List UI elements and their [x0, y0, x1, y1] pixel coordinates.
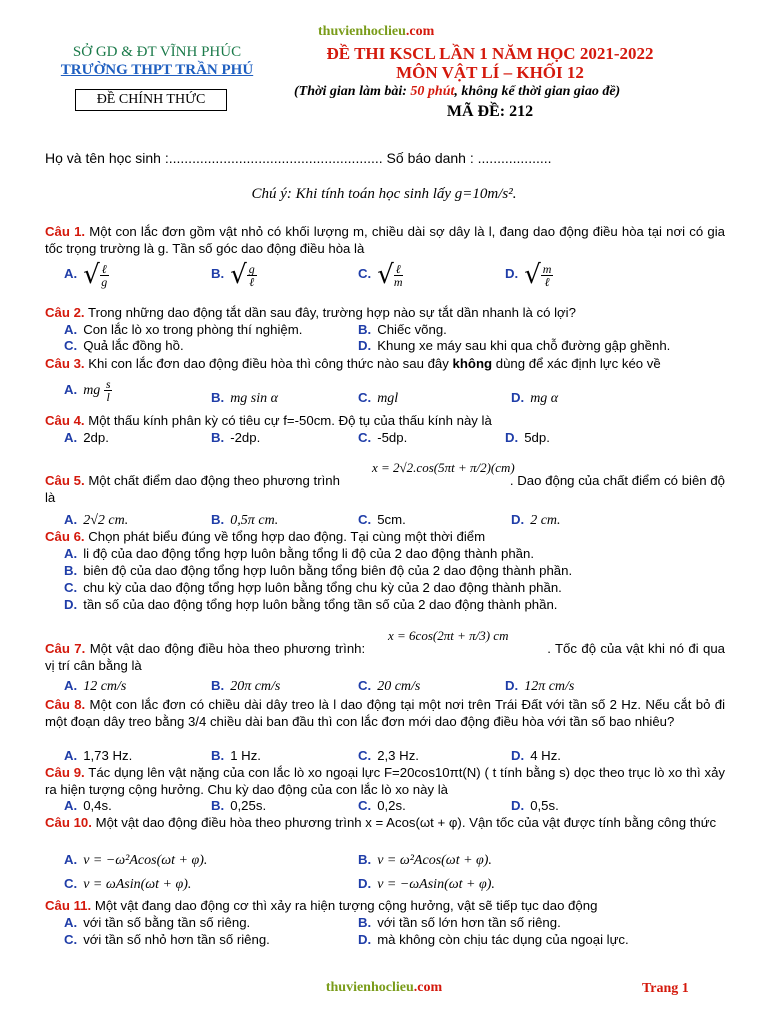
question-5: Câu 5. Một chất điểm dao động theo phương trình . Dao động của chất điểm có biên độ là: [45, 473, 726, 505]
q7-option-a: A. 12 cm/s: [64, 678, 127, 694]
q5-option-c: C. 5cm.: [358, 512, 406, 527]
q1-option-a: A. √ $\frac{\text{ℓ}}{g}$: [64, 260, 108, 290]
q9-option-c: C. 0,2s.: [358, 798, 406, 813]
question-7: Câu 7. Một vật dao động điều hòa theo phương trình: . Tốc độ của vật khi nó đi qua vị trí cân bằng là: [45, 641, 726, 673]
q4-option-c: C. -5dp.: [358, 430, 408, 445]
q5-equation: x = 2√2.cos(5πt + π/2)(cm): [372, 460, 515, 475]
q3-option-c: C. mgl: [358, 390, 399, 406]
q2-option-b: B. Chiếc võng.: [358, 322, 447, 337]
q3-option-b: B. mg sin α: [211, 390, 278, 406]
q11-option-c: C. với tần số nhỏ hơn tần số riêng.: [64, 932, 270, 947]
page-number: Trang 1: [642, 981, 689, 996]
q6-option-b: B. biên độ của dao động tổng hợp luôn bằng tổng biên độ của 2 dao động thành phần.: [64, 563, 573, 578]
site-watermark-bottom: thuvienhoclieu.com: [325, 980, 443, 995]
q2-option-c: C. Quả lắc đồng hồ.: [64, 338, 184, 353]
q4-option-b: B. -2dp.: [211, 430, 261, 445]
official-badge: ĐỀ CHÍNH THỨC: [75, 89, 227, 111]
q8-option-c: C. 2,3 Hz.: [358, 748, 419, 763]
q8-option-b: B. 1 Hz.: [211, 748, 261, 763]
q1-option-b: B. √ $\frac{g}{\text{ℓ}}$: [211, 260, 255, 290]
q6-option-d: D. tần số của dao động tổng hợp luôn bằng tổng tần số của 2 dao động thành phần.: [64, 597, 558, 612]
question-9: Câu 9. Tác dụng lên vật nặng của con lắc lò xo ngoại lực F=20cos10πt(N) ( t tính bằng s) dọc theo trục lò xo thì xảy ra hiện tượng cộng hưởng. Chu kỳ dao động của con lắc lò xo này là: [45, 765, 725, 797]
q1-option-c: C. √ $\frac{\text{ℓ}}{m}$: [358, 260, 403, 290]
q10-option-b: B. v = ω²Acos(ωt + φ).: [358, 852, 492, 868]
q9-option-b: B. 0,25s.: [211, 798, 267, 813]
q11-option-d: D. mà không còn chịu tác dụng của ngoại lực.: [358, 932, 629, 947]
q5-option-d: D. 2 cm.: [511, 512, 561, 528]
question-3: Câu 3. Khi con lắc đơn dao động điều hòa thì công thức nào sau đây không dùng để xác định lực kéo về: [45, 356, 661, 371]
subject-title: MÔN VẬT LÍ – KHỐI 12: [396, 63, 584, 82]
q9-option-d: D. 0,5s.: [511, 798, 559, 813]
school-name: TRƯỜNG THPT TRẦN PHÚ: [60, 62, 254, 78]
time-note: (Thời gian làm bài: 50 phút, không kể thời gian giao đề): [294, 84, 621, 99]
question-11: Câu 11. Một vật đang dao động cơ thì xảy ra hiện tượng cộng hưởng, vật sẽ tiếp tục dao động: [45, 898, 598, 913]
q11-option-a: A. với tần số bằng tần số riêng.: [64, 915, 251, 930]
exam-title: ĐỀ THI KSCL LẦN 1 NĂM HỌC 2021-2022: [326, 44, 654, 63]
question-6: Câu 6. Chọn phát biểu đúng về tổng hợp dao động. Tại cùng một thời điểm: [45, 529, 486, 544]
q6-option-c: C. chu kỳ của dao động tổng hợp luôn bằng tổng chu kỳ của 2 dao động thành phần.: [64, 580, 562, 595]
q7-option-b: B. 20π cm/s: [211, 678, 281, 694]
q3-option-d: D. mg α: [511, 390, 559, 406]
question-8: Câu 8. Một con lắc đơn có chiều dài dây treo là l dao động tại một nơi trên Trái Đất với tần số 2 Hz. Nếu cắt bỏ đi một đoạn dây treo bằng 3/4 chiều dài ban đầu thì con lắc đơn mới dao động điều hòa với tần số bao nhiêu?: [45, 697, 725, 729]
q10-option-a: A. v = −ω²Acos(ωt + φ).: [64, 852, 208, 868]
q5-option-a: A. 2√2 cm.: [64, 512, 129, 528]
question-2: Câu 2. Trong những dao động tắt dần sau đây, trường hợp nào sự tắt dần nhanh là có lợi?: [45, 305, 576, 320]
q3-option-a: A. mg $\frac{s}{l}$: [64, 377, 111, 404]
exam-code: MÃ ĐỀ: 212: [446, 103, 534, 120]
question-4: Câu 4. Một thấu kính phân kỳ có tiêu cự f=-50cm. Độ tụ của thấu kính này là: [45, 413, 492, 428]
q8-option-a: A. 1,73 Hz.: [64, 748, 133, 763]
q7-option-c: C. 20 cm/s: [358, 678, 421, 694]
hint-note: Chú ý: Khi tính toán học sinh lấy g=10m/s².: [251, 186, 517, 202]
student-info-line: Họ và tên học sinh :....................................................... Số báo danh : ...................: [45, 150, 552, 166]
q11-option-b: B. với tần số lớn hơn tần số riêng.: [358, 915, 561, 930]
department-name: SỞ GD & ĐT VĨNH PHÚC: [72, 44, 242, 60]
question-1: Câu 1. Một con lắc đơn gồm vật nhỏ có khối lượng m, chiều dài sợ dây là l, đang dao động điều hòa tại nơi có gia tốc trọng trường là g. Tần số góc dao động điều hòa là: [45, 224, 725, 256]
q5-option-b: B. 0,5π cm.: [211, 512, 279, 528]
q2-option-d: D. Khung xe máy sau khi qua chỗ đường gập ghềnh.: [358, 338, 671, 353]
question-10: Câu 10. Một vật dao động điều hòa theo phương trình x = Acos(ωt + φ). Vận tốc của vật được tính bằng công thức: [45, 815, 717, 830]
q10-option-c: C. v = ωAsin(ωt + φ).: [64, 876, 192, 892]
q1-option-d: D. √ $\frac{m}{\text{ℓ}}$: [505, 260, 552, 290]
q7-equation: x = 6cos(2πt + π/3) cm: [388, 628, 509, 643]
site-watermark-top: thuvienhoclieu.com: [318, 24, 435, 39]
q9-option-a: A. 0,4s.: [64, 798, 112, 813]
q4-option-a: A. 2dp.: [64, 430, 109, 445]
q2-option-a: A. Con lắc lò xo trong phòng thí nghiệm.: [64, 322, 303, 337]
q6-option-a: A. li độ của dao động tổng hợp luôn bằng tổng li độ của 2 dao động thành phần.: [64, 546, 534, 561]
q7-option-d: D. 12π cm/s: [505, 678, 575, 694]
q4-option-d: D. 5dp.: [505, 430, 550, 445]
q8-option-d: D. 4 Hz.: [511, 748, 561, 763]
q10-option-d: D. v = −ωAsin(ωt + φ).: [358, 876, 495, 892]
